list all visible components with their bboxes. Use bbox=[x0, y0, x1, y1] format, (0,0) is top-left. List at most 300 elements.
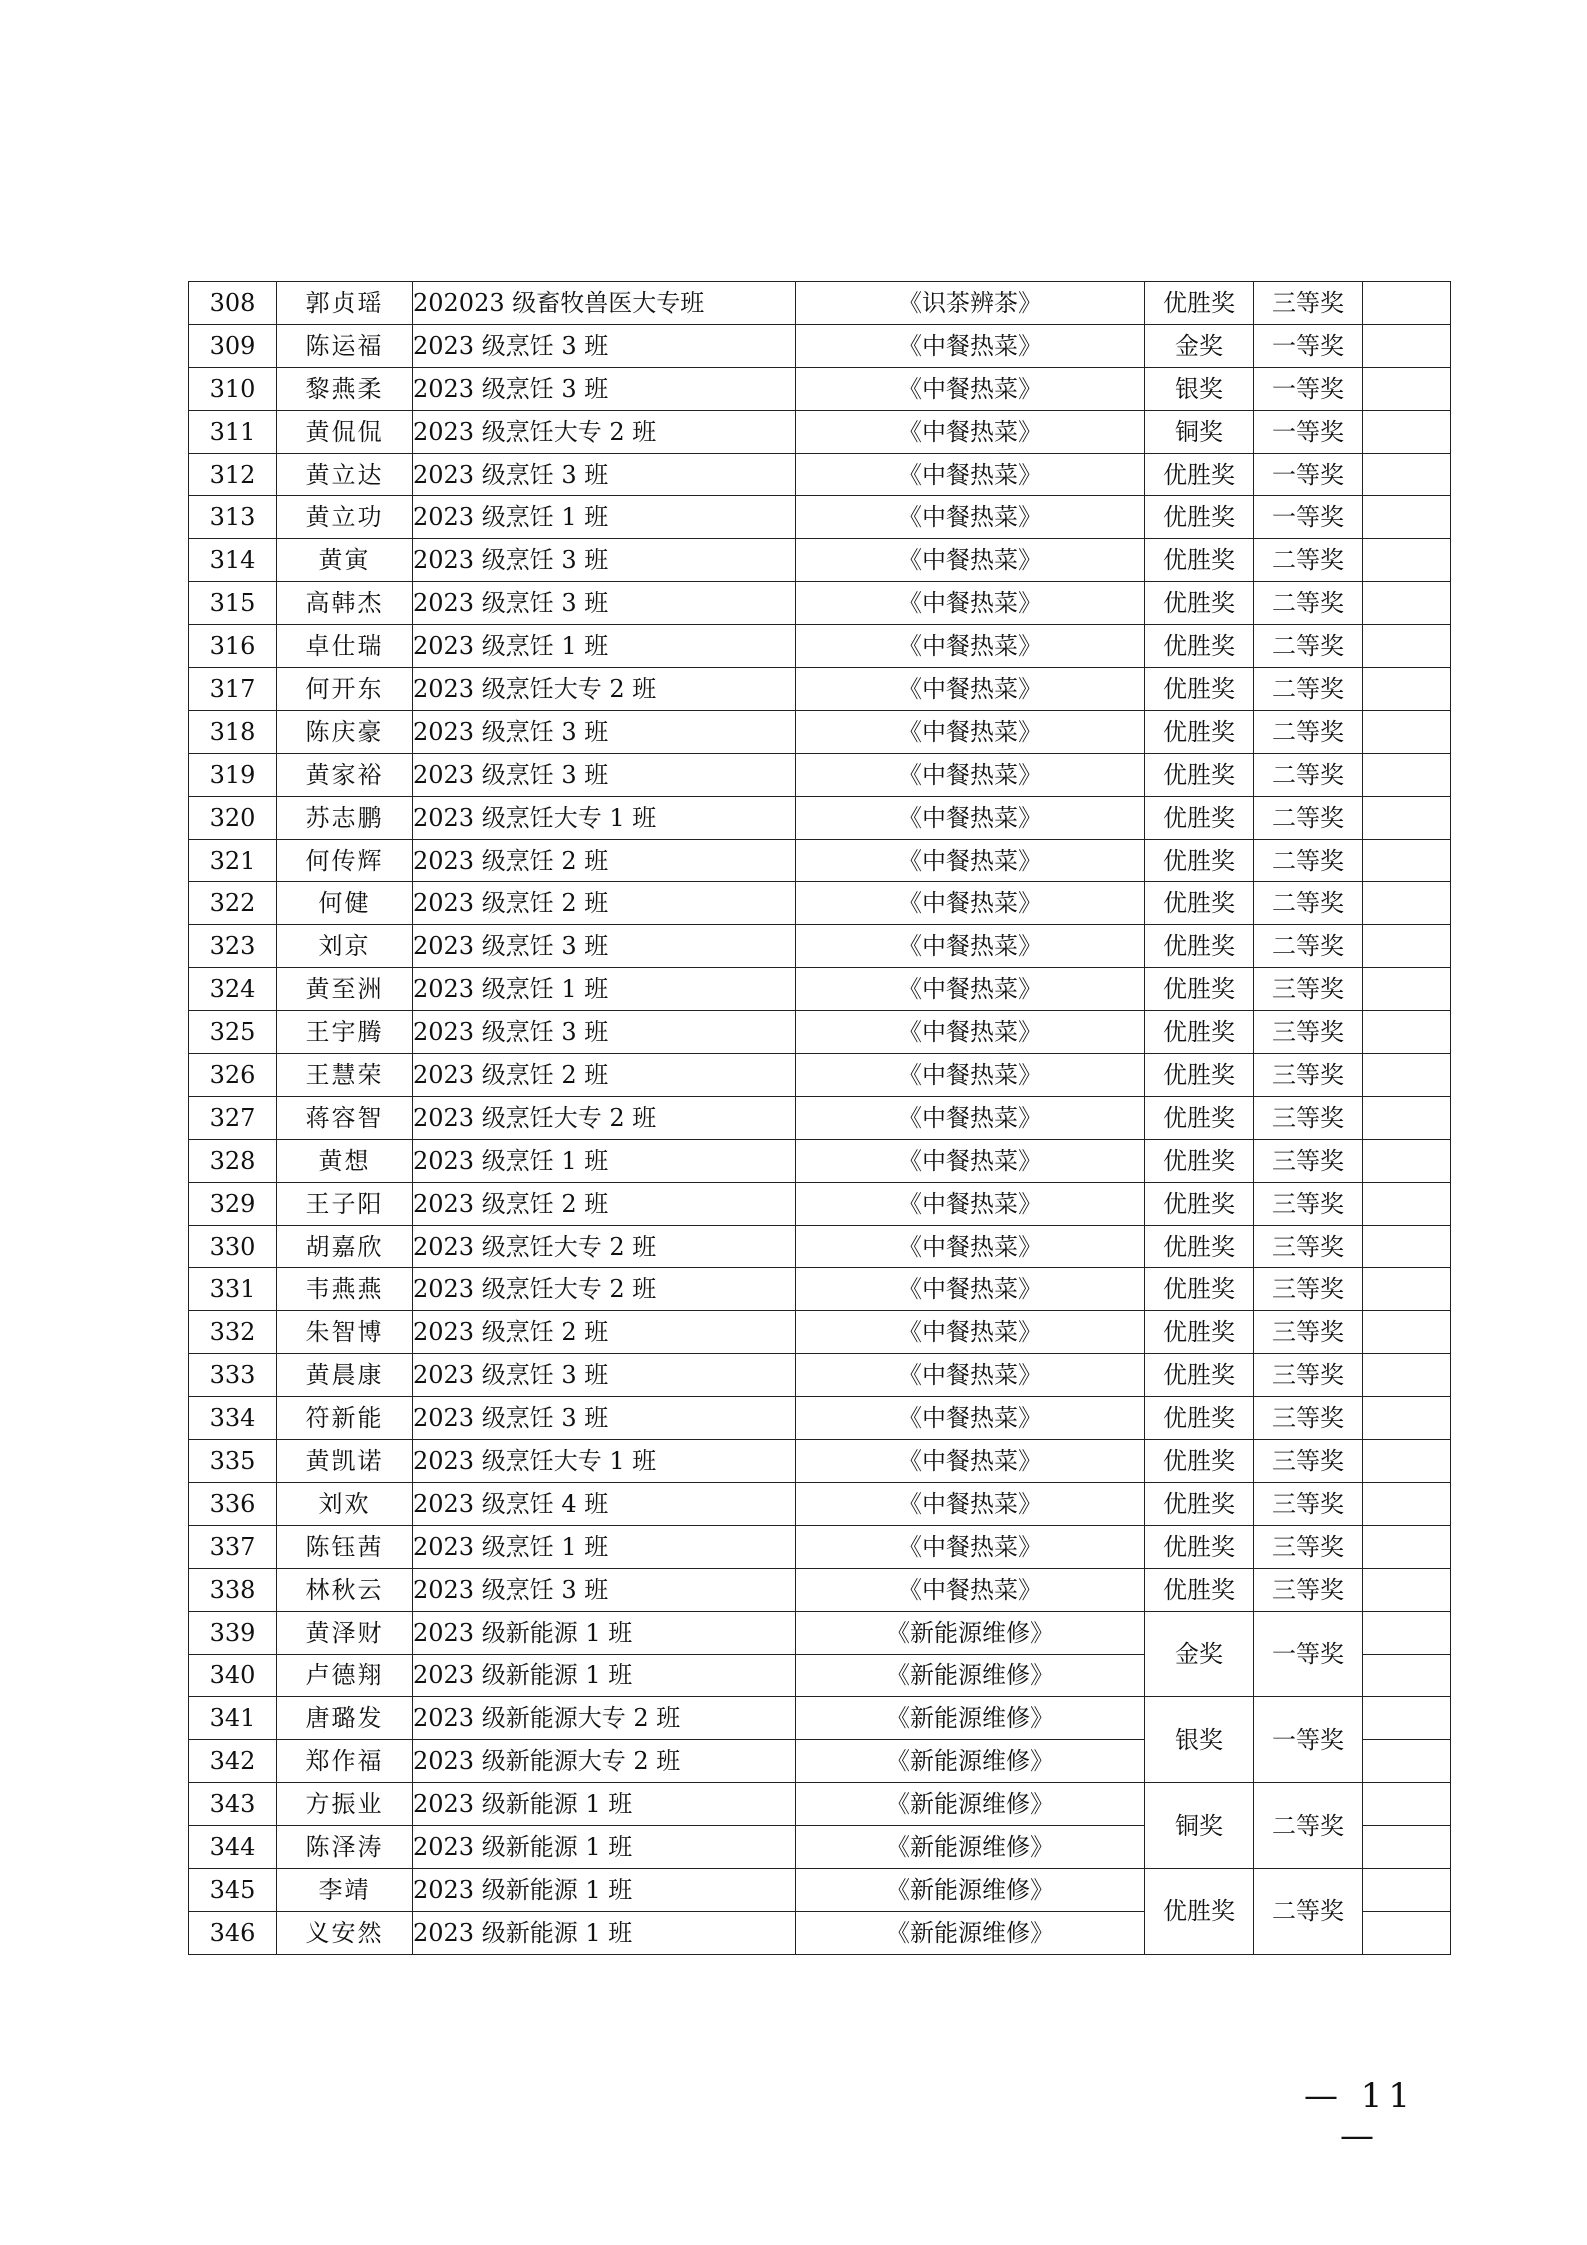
class-cell: 2023 级烹饪 3 班 bbox=[413, 1011, 796, 1054]
student-name-cell: 陈泽涛 bbox=[277, 1826, 413, 1869]
table-row bbox=[189, 539, 1451, 582]
student-name-cell: 卓仕瑞 bbox=[277, 625, 413, 668]
table-row bbox=[189, 1182, 1451, 1225]
class-cell: 2023 级烹饪大专 2 班 bbox=[413, 1096, 796, 1139]
serial-number-cell: 318 bbox=[189, 710, 277, 753]
work-title-cell: 《中餐热菜》 bbox=[796, 753, 1145, 796]
work-title-cell: 《中餐热菜》 bbox=[796, 1054, 1145, 1097]
serial-number-cell: 317 bbox=[189, 668, 277, 711]
remark-cell bbox=[1363, 668, 1451, 711]
remark-cell bbox=[1363, 1654, 1451, 1697]
serial-number-cell: 343 bbox=[189, 1783, 277, 1826]
table-row bbox=[189, 1225, 1451, 1268]
remark-cell bbox=[1363, 796, 1451, 839]
class-cell: 2023 级烹饪大专 2 班 bbox=[413, 410, 796, 453]
remark-cell bbox=[1363, 1011, 1451, 1054]
award-cell: 优胜奖 bbox=[1145, 882, 1254, 925]
remark-cell bbox=[1363, 1354, 1451, 1397]
class-cell: 2023 级烹饪 3 班 bbox=[413, 1354, 796, 1397]
serial-number-cell: 310 bbox=[189, 367, 277, 410]
work-title-cell: 《中餐热菜》 bbox=[796, 1568, 1145, 1611]
serial-number-cell: 330 bbox=[189, 1225, 277, 1268]
award-cell: 优胜奖 bbox=[1145, 1011, 1254, 1054]
work-title-cell: 《中餐热菜》 bbox=[796, 1268, 1145, 1311]
work-title-cell: 《中餐热菜》 bbox=[796, 710, 1145, 753]
level-cell: 二等奖 bbox=[1254, 625, 1363, 668]
work-title-cell: 《新能源维修》 bbox=[796, 1611, 1145, 1654]
serial-number-cell: 345 bbox=[189, 1868, 277, 1911]
remark-cell bbox=[1363, 1697, 1451, 1740]
work-title-cell: 《中餐热菜》 bbox=[796, 367, 1145, 410]
student-name-cell: 陈运福 bbox=[277, 324, 413, 367]
work-title-cell: 《中餐热菜》 bbox=[796, 839, 1145, 882]
class-cell: 2023 级新能源大专 2 班 bbox=[413, 1697, 796, 1740]
remark-cell bbox=[1363, 1611, 1451, 1654]
serial-number-cell: 321 bbox=[189, 839, 277, 882]
table-row bbox=[189, 753, 1451, 796]
table-row bbox=[189, 1011, 1451, 1054]
remark-cell bbox=[1363, 1182, 1451, 1225]
page-number: — 11 — bbox=[1303, 2076, 1417, 2156]
work-title-cell: 《中餐热菜》 bbox=[796, 796, 1145, 839]
serial-number-cell: 341 bbox=[189, 1697, 277, 1740]
class-cell: 2023 级烹饪 3 班 bbox=[413, 925, 796, 968]
award-cell: 优胜奖 bbox=[1145, 453, 1254, 496]
table-row bbox=[189, 1868, 1451, 1911]
class-cell: 2023 级烹饪 1 班 bbox=[413, 496, 796, 539]
remark-cell bbox=[1363, 324, 1451, 367]
student-name-cell: 陈庆豪 bbox=[277, 710, 413, 753]
serial-number-cell: 340 bbox=[189, 1654, 277, 1697]
level-cell: 三等奖 bbox=[1254, 1482, 1363, 1525]
class-cell: 2023 级烹饪 4 班 bbox=[413, 1482, 796, 1525]
student-name-cell: 郭贞瑶 bbox=[277, 282, 413, 325]
award-cell: 优胜奖 bbox=[1145, 1397, 1254, 1440]
level-cell: 三等奖 bbox=[1254, 1268, 1363, 1311]
table-row bbox=[189, 1054, 1451, 1097]
serial-number-cell: 328 bbox=[189, 1139, 277, 1182]
award-cell: 优胜奖 bbox=[1145, 968, 1254, 1011]
table-row bbox=[189, 410, 1451, 453]
class-cell: 2023 级烹饪 2 班 bbox=[413, 1054, 796, 1097]
remark-cell bbox=[1363, 410, 1451, 453]
level-cell: 三等奖 bbox=[1254, 1225, 1363, 1268]
remark-cell bbox=[1363, 925, 1451, 968]
level-cell: 二等奖 bbox=[1254, 839, 1363, 882]
award-cell: 优胜奖 bbox=[1145, 710, 1254, 753]
level-cell: 二等奖 bbox=[1254, 925, 1363, 968]
remark-cell bbox=[1363, 282, 1451, 325]
student-name-cell: 刘欢 bbox=[277, 1482, 413, 1525]
student-name-cell: 符新能 bbox=[277, 1397, 413, 1440]
class-cell: 2023 级新能源 1 班 bbox=[413, 1654, 796, 1697]
award-cell: 铜奖 bbox=[1145, 1783, 1254, 1869]
student-name-cell: 朱智博 bbox=[277, 1311, 413, 1354]
remark-cell bbox=[1363, 1440, 1451, 1483]
serial-number-cell: 319 bbox=[189, 753, 277, 796]
award-cell: 优胜奖 bbox=[1145, 1482, 1254, 1525]
table-row bbox=[189, 367, 1451, 410]
table-row bbox=[189, 324, 1451, 367]
student-name-cell: 方振业 bbox=[277, 1783, 413, 1826]
table-row bbox=[189, 1354, 1451, 1397]
level-cell: 二等奖 bbox=[1254, 1868, 1363, 1954]
level-cell: 二等奖 bbox=[1254, 882, 1363, 925]
table-row bbox=[189, 839, 1451, 882]
level-cell: 三等奖 bbox=[1254, 1311, 1363, 1354]
class-cell: 2023 级烹饪 3 班 bbox=[413, 1568, 796, 1611]
remark-cell bbox=[1363, 582, 1451, 625]
award-cell: 金奖 bbox=[1145, 324, 1254, 367]
serial-number-cell: 335 bbox=[189, 1440, 277, 1483]
level-cell: 三等奖 bbox=[1254, 1096, 1363, 1139]
work-title-cell: 《新能源维修》 bbox=[796, 1740, 1145, 1783]
work-title-cell: 《中餐热菜》 bbox=[796, 968, 1145, 1011]
level-cell: 三等奖 bbox=[1254, 1525, 1363, 1568]
serial-number-cell: 325 bbox=[189, 1011, 277, 1054]
class-cell: 2023 级新能源 1 班 bbox=[413, 1911, 796, 1954]
table-row bbox=[189, 1268, 1451, 1311]
table-row bbox=[189, 453, 1451, 496]
remark-cell bbox=[1363, 1311, 1451, 1354]
table-row bbox=[189, 710, 1451, 753]
class-cell: 2023 级烹饪 3 班 bbox=[413, 539, 796, 582]
level-cell: 二等奖 bbox=[1254, 668, 1363, 711]
award-cell: 优胜奖 bbox=[1145, 1268, 1254, 1311]
serial-number-cell: 314 bbox=[189, 539, 277, 582]
serial-number-cell: 338 bbox=[189, 1568, 277, 1611]
table-row bbox=[189, 1139, 1451, 1182]
level-cell: 二等奖 bbox=[1254, 539, 1363, 582]
serial-number-cell: 315 bbox=[189, 582, 277, 625]
serial-number-cell: 316 bbox=[189, 625, 277, 668]
work-title-cell: 《新能源维修》 bbox=[796, 1783, 1145, 1826]
student-name-cell: 胡嘉欣 bbox=[277, 1225, 413, 1268]
class-cell: 2023 级烹饪 2 班 bbox=[413, 839, 796, 882]
serial-number-cell: 322 bbox=[189, 882, 277, 925]
award-cell: 银奖 bbox=[1145, 367, 1254, 410]
class-cell: 2023 级烹饪大专 2 班 bbox=[413, 1268, 796, 1311]
class-cell: 2023 级烹饪 2 班 bbox=[413, 1182, 796, 1225]
award-cell: 优胜奖 bbox=[1145, 668, 1254, 711]
class-cell: 2023 级烹饪 3 班 bbox=[413, 1397, 796, 1440]
serial-number-cell: 313 bbox=[189, 496, 277, 539]
level-cell: 三等奖 bbox=[1254, 1354, 1363, 1397]
level-cell: 二等奖 bbox=[1254, 710, 1363, 753]
level-cell: 一等奖 bbox=[1254, 1697, 1363, 1783]
class-cell: 2023 级烹饪 1 班 bbox=[413, 968, 796, 1011]
student-name-cell: 义安然 bbox=[277, 1911, 413, 1954]
level-cell: 三等奖 bbox=[1254, 1440, 1363, 1483]
student-name-cell: 蒋容智 bbox=[277, 1096, 413, 1139]
work-title-cell: 《中餐热菜》 bbox=[796, 925, 1145, 968]
award-cell: 优胜奖 bbox=[1145, 625, 1254, 668]
work-title-cell: 《中餐热菜》 bbox=[796, 1440, 1145, 1483]
table-row bbox=[189, 1096, 1451, 1139]
award-cell: 优胜奖 bbox=[1145, 925, 1254, 968]
work-title-cell: 《中餐热菜》 bbox=[796, 625, 1145, 668]
serial-number-cell: 312 bbox=[189, 453, 277, 496]
student-name-cell: 黎燕柔 bbox=[277, 367, 413, 410]
work-title-cell: 《新能源维修》 bbox=[796, 1826, 1145, 1869]
student-name-cell: 林秋云 bbox=[277, 1568, 413, 1611]
remark-cell bbox=[1363, 1568, 1451, 1611]
student-name-cell: 陈钰茜 bbox=[277, 1525, 413, 1568]
work-title-cell: 《识茶辨茶》 bbox=[796, 282, 1145, 325]
class-cell: 2023 级烹饪 1 班 bbox=[413, 1525, 796, 1568]
level-cell: 一等奖 bbox=[1254, 496, 1363, 539]
table-row bbox=[189, 668, 1451, 711]
remark-cell bbox=[1363, 1868, 1451, 1911]
table-row bbox=[189, 282, 1451, 325]
level-cell: 一等奖 bbox=[1254, 367, 1363, 410]
work-title-cell: 《新能源维修》 bbox=[796, 1868, 1145, 1911]
remark-cell bbox=[1363, 1783, 1451, 1826]
level-cell: 二等奖 bbox=[1254, 1783, 1363, 1869]
serial-number-cell: 324 bbox=[189, 968, 277, 1011]
class-cell: 2023 级烹饪 3 班 bbox=[413, 324, 796, 367]
level-cell: 二等奖 bbox=[1254, 796, 1363, 839]
remark-cell bbox=[1363, 839, 1451, 882]
student-name-cell: 卢德翔 bbox=[277, 1654, 413, 1697]
student-name-cell: 高韩杰 bbox=[277, 582, 413, 625]
table-row bbox=[189, 1525, 1451, 1568]
serial-number-cell: 331 bbox=[189, 1268, 277, 1311]
serial-number-cell: 326 bbox=[189, 1054, 277, 1097]
class-cell: 2023 级新能源 1 班 bbox=[413, 1826, 796, 1869]
student-name-cell: 苏志鹏 bbox=[277, 796, 413, 839]
level-cell: 二等奖 bbox=[1254, 582, 1363, 625]
student-name-cell: 黄凯诺 bbox=[277, 1440, 413, 1483]
class-cell: 2023 级烹饪大专 2 班 bbox=[413, 668, 796, 711]
work-title-cell: 《新能源维修》 bbox=[796, 1697, 1145, 1740]
class-cell: 2023 级新能源 1 班 bbox=[413, 1783, 796, 1826]
work-title-cell: 《中餐热菜》 bbox=[796, 453, 1145, 496]
level-cell: 三等奖 bbox=[1254, 282, 1363, 325]
award-cell: 优胜奖 bbox=[1145, 1182, 1254, 1225]
award-cell: 优胜奖 bbox=[1145, 1096, 1254, 1139]
class-cell: 2023 级烹饪 3 班 bbox=[413, 753, 796, 796]
level-cell: 三等奖 bbox=[1254, 1568, 1363, 1611]
serial-number-cell: 346 bbox=[189, 1911, 277, 1954]
class-cell: 2023 级烹饪 3 班 bbox=[413, 453, 796, 496]
work-title-cell: 《中餐热菜》 bbox=[796, 1011, 1145, 1054]
remark-cell bbox=[1363, 1225, 1451, 1268]
remark-cell bbox=[1363, 496, 1451, 539]
work-title-cell: 《中餐热菜》 bbox=[796, 324, 1145, 367]
award-cell: 优胜奖 bbox=[1145, 1054, 1254, 1097]
work-title-cell: 《中餐热菜》 bbox=[796, 1482, 1145, 1525]
table-row bbox=[189, 1783, 1451, 1826]
table-row bbox=[189, 796, 1451, 839]
level-cell: 一等奖 bbox=[1254, 324, 1363, 367]
remark-cell bbox=[1363, 710, 1451, 753]
serial-number-cell: 337 bbox=[189, 1525, 277, 1568]
class-cell: 2023 级新能源 1 班 bbox=[413, 1868, 796, 1911]
remark-cell bbox=[1363, 882, 1451, 925]
class-cell: 2023 级烹饪大专 2 班 bbox=[413, 1225, 796, 1268]
award-cell: 优胜奖 bbox=[1145, 1139, 1254, 1182]
table-row bbox=[189, 582, 1451, 625]
remark-cell bbox=[1363, 753, 1451, 796]
student-name-cell: 黄家裕 bbox=[277, 753, 413, 796]
remark-cell bbox=[1363, 1826, 1451, 1869]
level-cell: 三等奖 bbox=[1254, 1011, 1363, 1054]
award-cell: 优胜奖 bbox=[1145, 1868, 1254, 1954]
serial-number-cell: 308 bbox=[189, 282, 277, 325]
work-title-cell: 《中餐热菜》 bbox=[796, 539, 1145, 582]
student-name-cell: 黄泽财 bbox=[277, 1611, 413, 1654]
table-row bbox=[189, 625, 1451, 668]
award-cell: 银奖 bbox=[1145, 1697, 1254, 1783]
work-title-cell: 《中餐热菜》 bbox=[796, 1397, 1145, 1440]
class-cell: 2023 级烹饪 1 班 bbox=[413, 1139, 796, 1182]
serial-number-cell: 329 bbox=[189, 1182, 277, 1225]
table-row bbox=[189, 1697, 1451, 1740]
serial-number-cell: 320 bbox=[189, 796, 277, 839]
student-name-cell: 韦燕燕 bbox=[277, 1268, 413, 1311]
table-row bbox=[189, 968, 1451, 1011]
serial-number-cell: 344 bbox=[189, 1826, 277, 1869]
serial-number-cell: 334 bbox=[189, 1397, 277, 1440]
work-title-cell: 《中餐热菜》 bbox=[796, 1225, 1145, 1268]
award-cell: 优胜奖 bbox=[1145, 753, 1254, 796]
level-cell: 二等奖 bbox=[1254, 753, 1363, 796]
award-cell: 优胜奖 bbox=[1145, 582, 1254, 625]
remark-cell bbox=[1363, 625, 1451, 668]
student-name-cell: 郑作福 bbox=[277, 1740, 413, 1783]
serial-number-cell: 339 bbox=[189, 1611, 277, 1654]
serial-number-cell: 336 bbox=[189, 1482, 277, 1525]
award-cell: 优胜奖 bbox=[1145, 1525, 1254, 1568]
work-title-cell: 《中餐热菜》 bbox=[796, 1182, 1145, 1225]
student-name-cell: 王慧荣 bbox=[277, 1054, 413, 1097]
remark-cell bbox=[1363, 1139, 1451, 1182]
work-title-cell: 《中餐热菜》 bbox=[796, 1354, 1145, 1397]
student-name-cell: 王子阳 bbox=[277, 1182, 413, 1225]
serial-number-cell: 327 bbox=[189, 1096, 277, 1139]
work-title-cell: 《中餐热菜》 bbox=[796, 410, 1145, 453]
remark-cell bbox=[1363, 1911, 1451, 1954]
class-cell: 2023 级烹饪 3 班 bbox=[413, 582, 796, 625]
work-title-cell: 《中餐热菜》 bbox=[796, 668, 1145, 711]
class-cell: 2023 级烹饪大专 1 班 bbox=[413, 796, 796, 839]
table-row bbox=[189, 1611, 1451, 1654]
work-title-cell: 《中餐热菜》 bbox=[796, 882, 1145, 925]
class-cell: 2023 级烹饪 3 班 bbox=[413, 367, 796, 410]
remark-cell bbox=[1363, 1740, 1451, 1783]
student-name-cell: 黄侃侃 bbox=[277, 410, 413, 453]
remark-cell bbox=[1363, 367, 1451, 410]
award-cell: 优胜奖 bbox=[1145, 839, 1254, 882]
remark-cell bbox=[1363, 1054, 1451, 1097]
work-title-cell: 《新能源维修》 bbox=[796, 1911, 1145, 1954]
student-name-cell: 何传辉 bbox=[277, 839, 413, 882]
work-title-cell: 《中餐热菜》 bbox=[796, 1139, 1145, 1182]
remark-cell bbox=[1363, 1268, 1451, 1311]
student-name-cell: 李靖 bbox=[277, 1868, 413, 1911]
awards-table bbox=[188, 281, 1451, 1955]
table-row bbox=[189, 1397, 1451, 1440]
student-name-cell: 唐璐发 bbox=[277, 1697, 413, 1740]
award-cell: 优胜奖 bbox=[1145, 496, 1254, 539]
remark-cell bbox=[1363, 968, 1451, 1011]
award-cell: 优胜奖 bbox=[1145, 1311, 1254, 1354]
award-cell: 优胜奖 bbox=[1145, 1225, 1254, 1268]
class-cell: 2023 级新能源大专 2 班 bbox=[413, 1740, 796, 1783]
table-row bbox=[189, 1311, 1451, 1354]
award-cell: 优胜奖 bbox=[1145, 282, 1254, 325]
level-cell: 一等奖 bbox=[1254, 1611, 1363, 1697]
work-title-cell: 《中餐热菜》 bbox=[796, 1311, 1145, 1354]
student-name-cell: 何健 bbox=[277, 882, 413, 925]
level-cell: 三等奖 bbox=[1254, 1182, 1363, 1225]
class-cell: 2023 级烹饪 3 班 bbox=[413, 710, 796, 753]
level-cell: 三等奖 bbox=[1254, 1397, 1363, 1440]
remark-cell bbox=[1363, 1525, 1451, 1568]
award-cell: 优胜奖 bbox=[1145, 539, 1254, 582]
award-cell: 铜奖 bbox=[1145, 410, 1254, 453]
level-cell: 一等奖 bbox=[1254, 410, 1363, 453]
award-cell: 优胜奖 bbox=[1145, 1568, 1254, 1611]
serial-number-cell: 323 bbox=[189, 925, 277, 968]
student-name-cell: 何开东 bbox=[277, 668, 413, 711]
work-title-cell: 《中餐热菜》 bbox=[796, 1525, 1145, 1568]
student-name-cell: 黄至洲 bbox=[277, 968, 413, 1011]
award-cell: 金奖 bbox=[1145, 1611, 1254, 1697]
serial-number-cell: 332 bbox=[189, 1311, 277, 1354]
table-body bbox=[189, 282, 1451, 1955]
student-name-cell: 黄想 bbox=[277, 1139, 413, 1182]
student-name-cell: 黄晨康 bbox=[277, 1354, 413, 1397]
table-row bbox=[189, 882, 1451, 925]
remark-cell bbox=[1363, 453, 1451, 496]
class-cell: 2023 级烹饪 2 班 bbox=[413, 1311, 796, 1354]
table-row bbox=[189, 1440, 1451, 1483]
serial-number-cell: 342 bbox=[189, 1740, 277, 1783]
class-cell: 2023 级烹饪 1 班 bbox=[413, 625, 796, 668]
serial-number-cell: 309 bbox=[189, 324, 277, 367]
student-name-cell: 黄立达 bbox=[277, 453, 413, 496]
class-cell: 202023 级畜牧兽医大专班 bbox=[413, 282, 796, 325]
work-title-cell: 《新能源维修》 bbox=[796, 1654, 1145, 1697]
class-cell: 2023 级烹饪 2 班 bbox=[413, 882, 796, 925]
class-cell: 2023 级烹饪大专 1 班 bbox=[413, 1440, 796, 1483]
work-title-cell: 《中餐热菜》 bbox=[796, 1096, 1145, 1139]
award-cell: 优胜奖 bbox=[1145, 1440, 1254, 1483]
remark-cell bbox=[1363, 539, 1451, 582]
level-cell: 三等奖 bbox=[1254, 968, 1363, 1011]
student-name-cell: 王宇腾 bbox=[277, 1011, 413, 1054]
remark-cell bbox=[1363, 1096, 1451, 1139]
level-cell: 三等奖 bbox=[1254, 1139, 1363, 1182]
award-cell: 优胜奖 bbox=[1145, 796, 1254, 839]
work-title-cell: 《中餐热菜》 bbox=[796, 496, 1145, 539]
student-name-cell: 黄寅 bbox=[277, 539, 413, 582]
serial-number-cell: 333 bbox=[189, 1354, 277, 1397]
level-cell: 三等奖 bbox=[1254, 1054, 1363, 1097]
student-name-cell: 刘京 bbox=[277, 925, 413, 968]
remark-cell bbox=[1363, 1397, 1451, 1440]
level-cell: 一等奖 bbox=[1254, 453, 1363, 496]
class-cell: 2023 级新能源 1 班 bbox=[413, 1611, 796, 1654]
table-row bbox=[189, 1568, 1451, 1611]
award-cell: 优胜奖 bbox=[1145, 1354, 1254, 1397]
work-title-cell: 《中餐热菜》 bbox=[796, 582, 1145, 625]
serial-number-cell: 311 bbox=[189, 410, 277, 453]
table-row bbox=[189, 496, 1451, 539]
student-name-cell: 黄立功 bbox=[277, 496, 413, 539]
